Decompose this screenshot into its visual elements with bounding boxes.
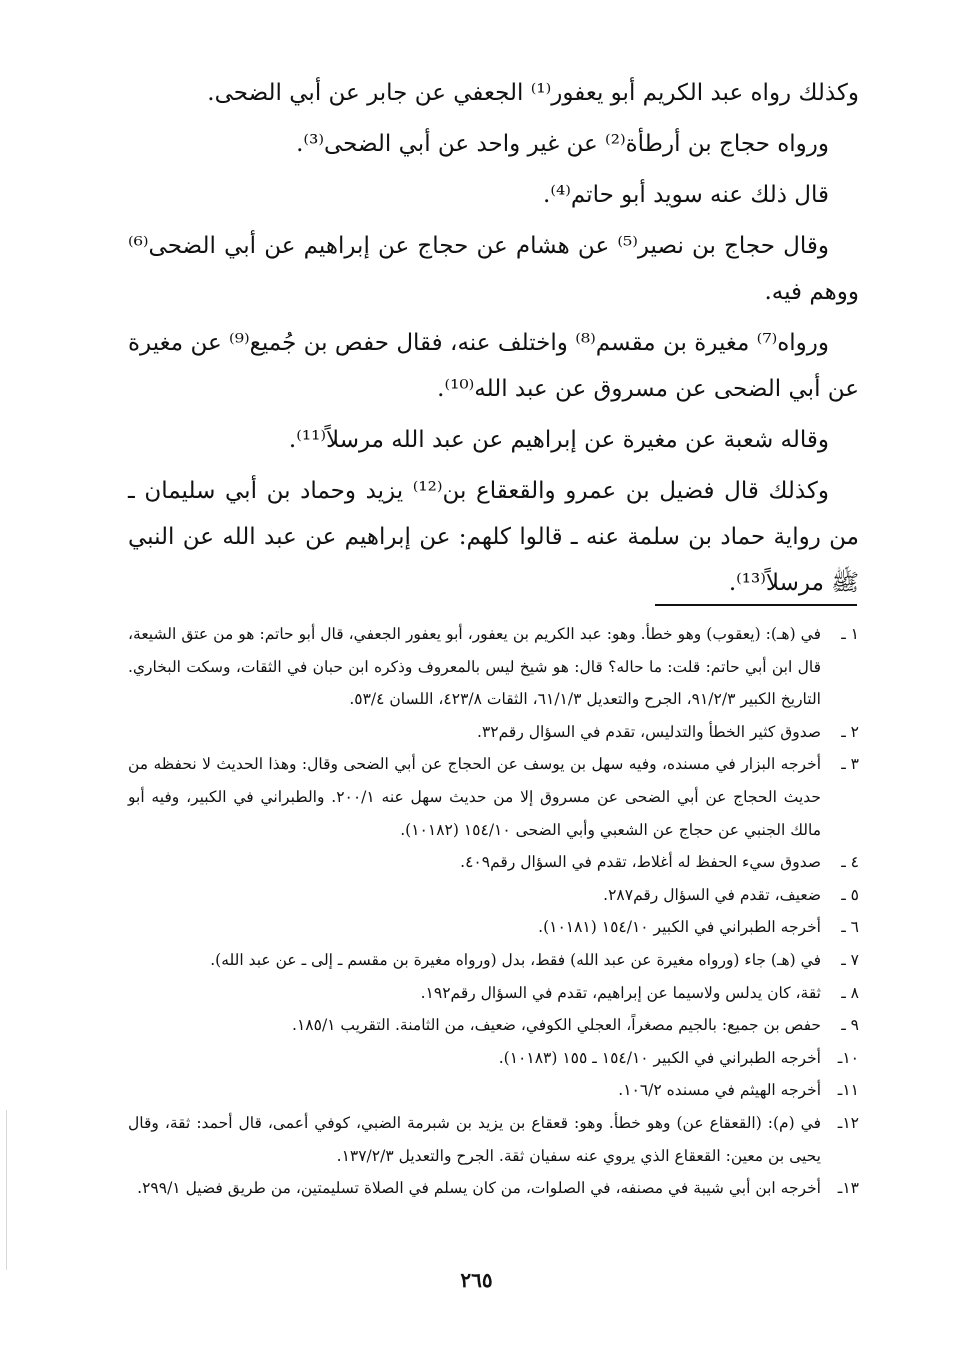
footnote-text: ثقة، كان يدلس ولاسيما عن إبراهيم، تقدم في السؤال رقم١٩٢. [420, 983, 821, 1002]
main-paragraph-3: قال ذلك عنه سويد أبو حاتم⁽⁴⁾. [543, 182, 829, 208]
footnote-number: ١٣ـ [837, 1179, 859, 1198]
footnote-3 [128, 748, 859, 846]
footnote-2 [128, 716, 859, 749]
footnote-number: ٢ ـ [841, 722, 859, 741]
footnote-number: ١ ـ [841, 625, 859, 643]
footnote-7 [128, 944, 859, 977]
footnote-8 [128, 977, 859, 1010]
footnote-11 [128, 1074, 859, 1107]
footnote-5 [128, 879, 859, 912]
footnote-text: في (هـ): (يعقوب) وهو خطأ. وهو: عبد الكريم بن يعفور، أبو يعفور الجعفي، قال أبو حاتم: هو من عتق الشيعة، قال ابن أبي حاتم: قلت: ما حاله؟ قال: هو شيخ ليس بالمعروف وذكره ابن حبان في الثقات، وسكت البخاري. التاريخ الكبير ٩١/٢/٣، الجرح والتعديل ٦١/١/٣، الثقات ٤٢٣/٨، اللسان ٥٣/٤. [128, 625, 821, 709]
footnote-number: ٩ ـ [841, 1016, 859, 1035]
main-paragraph-5: ورواه⁽⁷⁾ مغيرة بن مقسم⁽⁸⁾ واختلف عنه، فقال حفص بن جُميع⁽⁹⁾ عن مغيرة عن أبي الضحى عن مسروق عن عبد الله⁽¹⁰⁾. [128, 330, 859, 402]
footnote-number: ٧ ـ [841, 950, 859, 969]
main-paragraph-1: وكذلك رواه عبد الكريم أبو يعفور⁽¹⁾ الجعفي عن جابر عن أبي الضحى. [207, 80, 859, 106]
footnote-10 [128, 1042, 859, 1075]
footnote-number: ٥ ـ [841, 885, 859, 904]
footnote-number: ١٠ـ [837, 1048, 859, 1067]
main-text-block [128, 70, 859, 611]
footnote-text: صدوق سيء الحفظ له أغلاط، تقدم في السؤال رقم٤٠٩. [460, 853, 821, 872]
footnote-text: في (هـ) جاء (ورواه مغيرة عن عبد الله) فقط، بدل (ورواه مغيرة بن مقسم ـ إلى ـ عن عبد الله). [210, 950, 821, 969]
footnote-6 [128, 911, 859, 944]
main-paragraph-2: ورواه حجاج بن أرطأة⁽²⁾ عن غير واحد عن أبي الضحى⁽³⁾. [296, 131, 829, 157]
page-number: ٢٦٥ [460, 1268, 493, 1292]
footnote-text: أخرجه الطبراني في الكبير ١٥٤/١٠ (١٠١٨١). [538, 918, 821, 937]
main-paragraph-7: وكذلك قال فضيل بن عمرو والقعقاع بن⁽¹²⁾ يزيد وحماد بن أبي سليمان ـ من رواية حماد بن سلمة عنه ـ قالوا كلهم: عن إبراهيم عن عبد الله عن النبي ﷺ مرسلاً⁽¹³⁾. [128, 478, 859, 596]
footnote-number: ٤ ـ [841, 853, 859, 872]
footnote-9 [128, 1009, 859, 1042]
footnote-text: أخرجه البزار في مسنده، وفيه سهل بن يوسف عن الحجاج عن أبي الضحى وقال: وهذا الحديث لا نحفظه من حديث الحجاج عن أبي الضحى عن مسروق إلا من حديث سهل عنه ٢٠٠/١. والطبراني في الكبير، وفيه أبو مالك الجنبي عن حجاج عن الشعبي وأبي الضحى ١٥٤/١٠ (١٠١٨٢). [128, 755, 821, 839]
footnote-number: ٨ ـ [841, 983, 859, 1002]
footnote-text: ضعيف، تقدم في السؤال رقم٢٨٧. [603, 885, 821, 904]
footnote-1 [128, 618, 859, 716]
footnote-number: ٦ ـ [841, 918, 859, 937]
footnote-number: ٣ ـ [841, 755, 859, 774]
footnote-text: أخرجه الهيثم في مسنده ١٠٦/٢. [618, 1081, 821, 1100]
scan-edge-mark [6, 1110, 7, 1270]
footnote-4 [128, 846, 859, 879]
footnote-text: أخرجه الطبراني في الكبير ١٥٤/١٠ ـ ١٥٥ (١٠١٨٣). [498, 1048, 821, 1067]
footnote-number: ١٢ـ [837, 1113, 859, 1132]
footnote-text: في (م): (القعقاع عن) وهو خطأ. وهو: قعقاع بن يزيد بن شبرمة الضبي، كوفي أعمى، قال أحمد: ثقة، وقال يحيى بن معين: القعقاع الذي يروي عنه سفيان ثقة. الجرح والتعديل ١٣٧/٢/٣. [128, 1113, 821, 1165]
main-paragraph-6: وقاله شعبة عن مغيرة عن إبراهيم عن عبد الله مرسلاً⁽¹¹⁾. [288, 427, 829, 453]
footnote-number: ١١ـ [837, 1081, 859, 1100]
footnote-13 [128, 1172, 859, 1205]
footnotes-block [128, 618, 859, 1205]
footnote-divider [655, 604, 857, 606]
footnote-text: صدوق كثير الخطأ والتدليس، تقدم في السؤال رقم٣٢. [477, 722, 821, 741]
footnote-text: أخرجه ابن أبي شيبة في مصنفه، في الصلوات، من كان يسلم في الصلاة تسليمتين، من طريق فضيل ٢٩٩/١. [137, 1179, 821, 1198]
footnote-text: حفص بن جميع: بالجيم مصغراً، العجلي الكوفي، ضعيف، من الثامنة. التقريب ١٨٥/١. [292, 1016, 821, 1035]
main-paragraph-4: وقال حجاج بن نصير⁽⁵⁾ عن هشام عن حجاج عن إبراهيم عن أبي الضحى⁽⁶⁾ ووهم فيه. [128, 233, 859, 305]
footnote-12 [128, 1107, 859, 1172]
